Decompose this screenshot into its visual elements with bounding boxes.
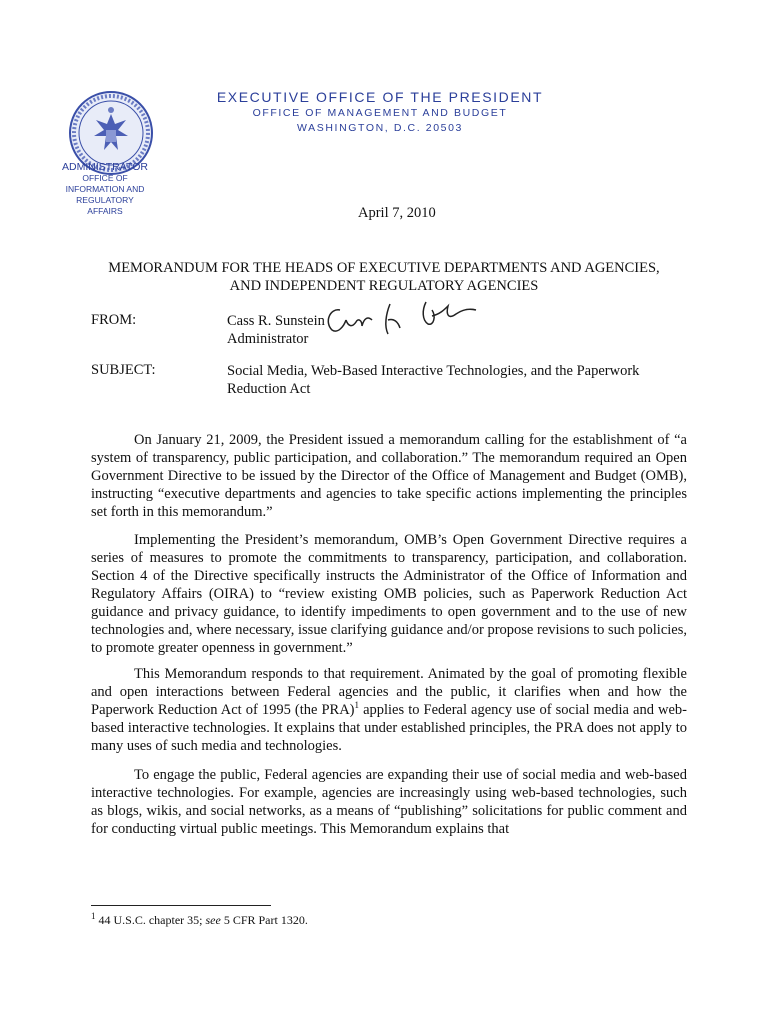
from-label: FROM:	[91, 312, 137, 328]
from-title: Administrator	[227, 331, 309, 347]
subject-label: SUBJECT:	[91, 362, 156, 378]
subject-line: Social Media, Web-Based Interactive Technologies, and the Paperwork	[227, 363, 640, 379]
from-name: Cass R. Sunstein	[227, 313, 325, 329]
paragraph-3-text-after: applies to Federal agency use of social media and web-based interactive technologies. It explains that under established principles, the PRA does not apply to many uses of such media and technologies.	[91, 702, 687, 754]
sidebar-line: AFFAIRS	[87, 206, 123, 216]
subject-line: Reduction Act	[227, 381, 311, 397]
footnote	[91, 913, 308, 928]
letterhead-sub-office: OFFICE OF MANAGEMENT AND BUDGET	[252, 107, 508, 119]
letterhead-address: WASHINGTON, D.C. 20503	[297, 122, 463, 134]
paragraph-3	[91, 665, 687, 755]
administrator-title: ADMINISTRATOR	[62, 161, 148, 173]
footnote-see: see	[205, 913, 221, 927]
memo-heading	[70, 259, 698, 295]
sidebar-line: REGULATORY	[76, 195, 134, 205]
memo-heading-line: MEMORANDUM FOR THE HEADS OF EXECUTIVE DEPARTMENTS AND AGENCIES,	[108, 260, 660, 276]
letterhead-office: EXECUTIVE OFFICE OF THE PRESIDENT	[216, 89, 544, 105]
footnote-number: 1	[91, 911, 96, 921]
paragraph-3-text-before: This Memorandum responds to that requirement. Animated by the goal of promoting flexible and open interactions between Federal agencies and the public, it clarifies when and how the Paperwork Reduction Act of 1995 (the PRA)	[91, 666, 687, 718]
footnote-text-after: 5 CFR Part 1320.	[220, 913, 308, 927]
paragraph-2-text: Implementing the President’s memorandum, OMB’s Open Government Directive requires a series of measures to promote the commitments to transparency, participation, and collaboration. Section 4 of the Directive specifically instructs the Administrator of the Office of Information and Regulatory Affairs (OIRA) to “review existing OMB policies, such as Paperwork Reduction Act guidance and privacy guidance, to identify impediments to open government and to the use of new technologies and, where necessary, issue clarifying guidance and/or propose revisions to such policies, to promote greater openness in government.”	[91, 532, 687, 656]
subject-value	[227, 362, 677, 398]
footnote-divider	[91, 905, 271, 906]
sidebar-line: OFFICE OF	[82, 173, 128, 183]
paragraph-1-text: On January 21, 2009, the President issued a memorandum calling for the establishment of “a system of transparency, public participation, and collaboration.” The memorandum required an Open Government Directive to be issued by the Director of the Office of Management and Budget (OMB), instructing “executive departments and agencies to take specific actions implementing the principles set forth in this memorandum.”	[91, 432, 687, 520]
paragraph-2	[91, 531, 687, 657]
paragraph-4-text: To engage the public, Federal agencies are expanding their use of social media and web-based interactive technologies. For example, agencies are increasingly using web-based technologies, such as blogs, wikis, and social networks, as a means of “publishing” solicitations for public comment and for conducting virtual public meetings. This Memorandum explains that	[91, 767, 687, 837]
footnote-text-before: 44 U.S.C. chapter 35;	[95, 913, 206, 927]
paragraph-1	[91, 431, 687, 521]
office-sidebar	[52, 162, 158, 217]
paragraph-4	[91, 766, 687, 838]
letterhead	[200, 88, 560, 136]
footnote-ref: 1	[354, 700, 360, 711]
memo-heading-line: AND INDEPENDENT REGULATORY AGENCIES	[229, 278, 539, 294]
signature-icon	[318, 296, 480, 338]
sidebar-line: INFORMATION AND	[65, 184, 145, 194]
memo-date: April 7, 2010	[358, 205, 436, 221]
